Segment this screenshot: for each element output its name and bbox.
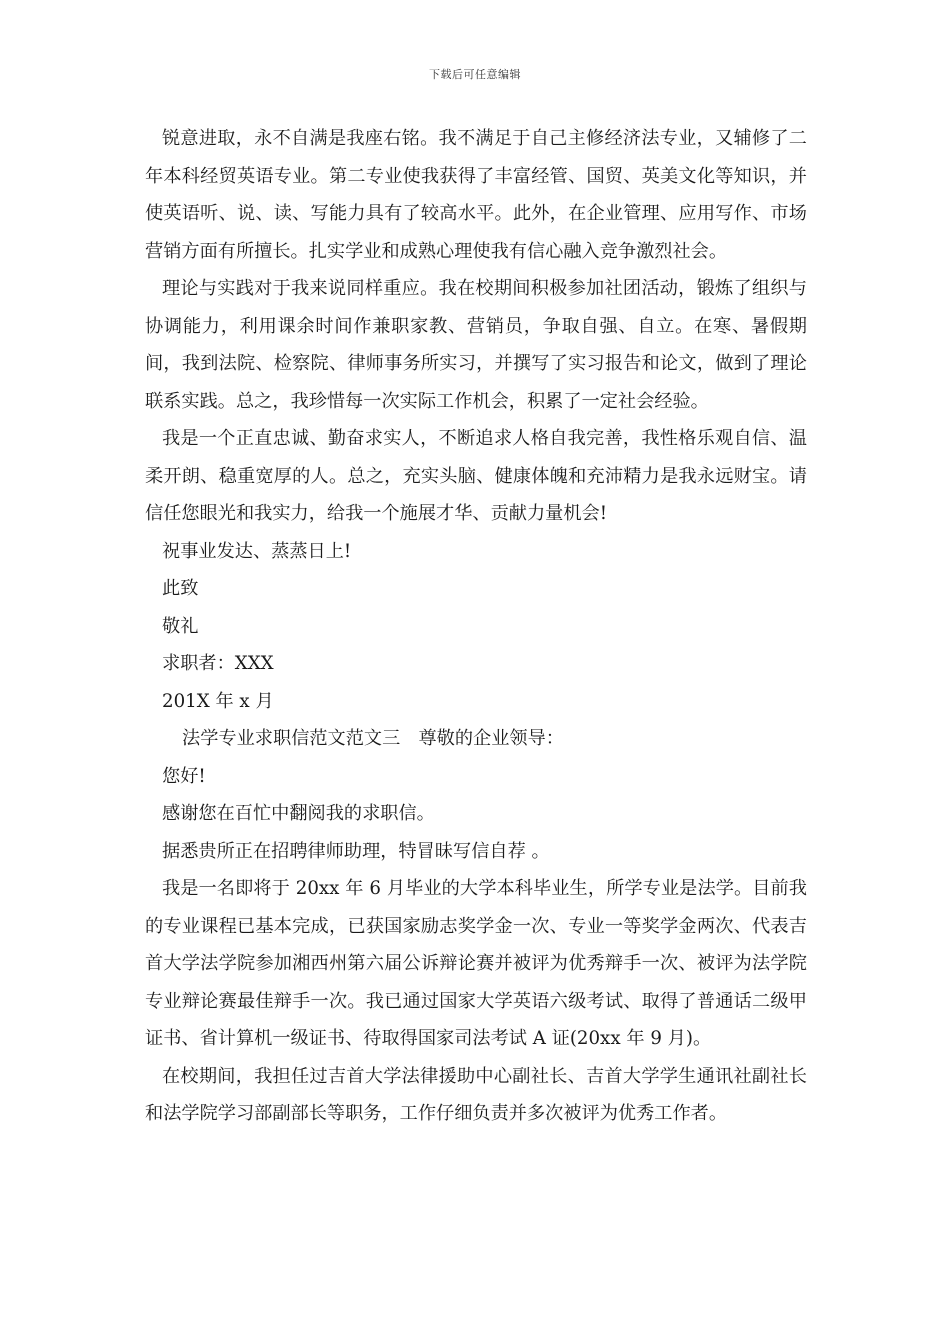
intro-line: 据悉贵所正在招聘律师助理，特冒昧写信自荐 。 (162, 840, 550, 862)
greeting: 您好! (162, 765, 206, 787)
letter-body (145, 120, 807, 1133)
paragraph-practice: 理论与实践对于我来说同样重应。我在校期间积极参加社团活动，锻炼了组织与协调能力，利用课余时间作兼职家教、营销员，争取自强、自立。在寒、暑假期间，我到法院、检察院、律师事务所实习，并撰写了实习报告和论文，做到了理论联系实践。总之，我珍惜每一次实际工作机会，积累了一定社会经验。 (145, 278, 807, 412)
signature: 求职者：XXX (162, 653, 274, 674)
closing-wish: 祝事业发达、蒸蒸日上! (162, 540, 352, 562)
date: 201X 年 x 月 (162, 690, 274, 712)
paragraph-ambition: 锐意进取，永不自满是我座右铭。我不满足于自己主修经济法专业，又辅修了二年本科经贸英语专业。第二专业使我获得了丰富经管、国贸、英美文化等知识，并使英语听、说、读、写能力具有了较高水平。此外，在企业管理、应用写作、市场营销方面有所擅长。扎实学业和成熟心理使我有信心融入竞争激烈社会。 (145, 128, 807, 262)
thanks-line: 感谢您在百忙中翻阅我的求职信。 (162, 803, 435, 824)
paragraph-background: 我是一名即将于 20xx 年 6 月毕业的大学本科毕业生，所学专业是法学。目前我的专业课程已基本完成，已获国家励志奖学金一次、专业一等奖学金两次、代表吉首大学法学院参加湘西州第六届公诉辩论赛并被评为优秀辩手一次、被评为法学院专业辩论赛最佳辩手一次。我已通过国家大学英语六级考试、取得了普通话二级甲证书、省计算机一级证书、待取得国家司法考试 A 证(20xx 年 9 月)。 (145, 878, 807, 1049)
closing-salutation-2: 敬礼 (162, 615, 199, 637)
paragraph-positions: 在校期间，我担任过吉首大学法律援助中心副社长、吉首大学学生通讯社副社长和法学院学习部副部长等职务，工作仔细负责并多次被评为优秀工作者。 (145, 1065, 807, 1124)
page-header: 下载后可任意编辑 (429, 68, 521, 81)
closing-salutation-1: 此致 (162, 578, 199, 599)
paragraph-character: 我是一个正直忠诚、勤奋求实人，不断追求人格自我完善，我性格乐观自信、温柔开朗、稳重宽厚的人。总之，充实头脑、健康体魄和充沛精力是我永远财宝。请信任您眼光和我实力，给我一个施展才华、贡献力量机会! (145, 428, 807, 524)
section-title: 法学专业求职信范文范文三 尊敬的企业领导： (182, 728, 564, 749)
